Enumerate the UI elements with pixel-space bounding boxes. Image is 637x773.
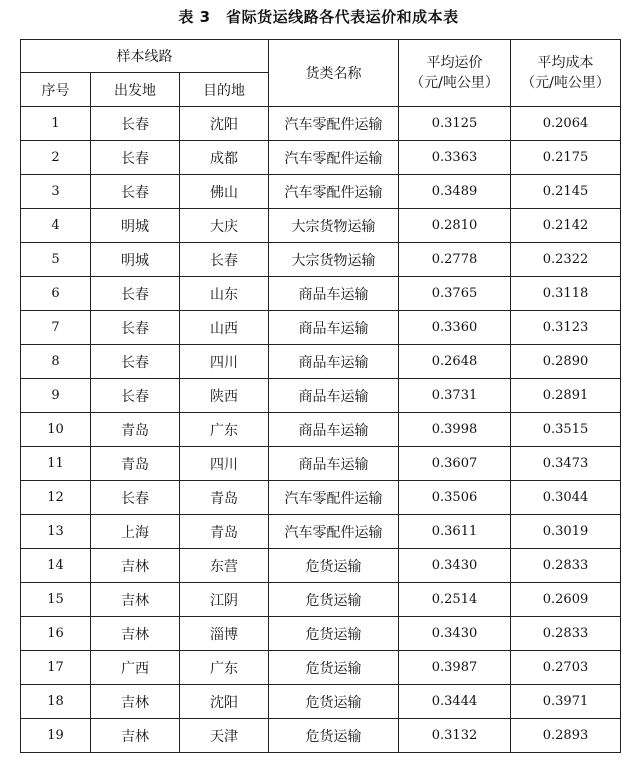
- cell-avg-cost: 0.2145: [511, 175, 621, 209]
- cell-avg-cost: 0.3118: [511, 277, 621, 311]
- table-row: [21, 583, 621, 617]
- table-row: [21, 277, 621, 311]
- table-row: [21, 413, 621, 447]
- cell-serial: 2: [21, 141, 91, 175]
- cell-avg-cost: 0.2890: [511, 345, 621, 379]
- cell-cargo-type: 危货运输: [269, 719, 399, 753]
- cell-avg-price: 0.3607: [399, 447, 511, 481]
- cell-origin: 吉林: [91, 617, 180, 651]
- cell-cargo-type: 危货运输: [269, 583, 399, 617]
- cell-cargo-type: 汽车零配件运输: [269, 107, 399, 141]
- cell-avg-cost: 0.3971: [511, 685, 621, 719]
- cell-destination: 大庆: [180, 209, 269, 243]
- table-row: [21, 345, 621, 379]
- table-row: [21, 209, 621, 243]
- header-avg-cost: [511, 40, 621, 107]
- cell-cargo-type: 汽车零配件运输: [269, 515, 399, 549]
- cell-serial: 14: [21, 549, 91, 583]
- cell-avg-price: 0.3430: [399, 617, 511, 651]
- table-row: [21, 651, 621, 685]
- cell-origin: 长春: [91, 345, 180, 379]
- cell-avg-price: 0.3489: [399, 175, 511, 209]
- cell-avg-cost: 0.3019: [511, 515, 621, 549]
- header-row-top: [21, 40, 621, 73]
- cell-avg-price: 0.3987: [399, 651, 511, 685]
- table-row: [21, 107, 621, 141]
- cell-destination: 长春: [180, 243, 269, 277]
- cell-cargo-type: 汽车零配件运输: [269, 141, 399, 175]
- cell-avg-cost: 0.3044: [511, 481, 621, 515]
- cell-serial: 1: [21, 107, 91, 141]
- cell-avg-price: 0.3125: [399, 107, 511, 141]
- cell-avg-cost: 0.3515: [511, 413, 621, 447]
- cell-destination: 四川: [180, 447, 269, 481]
- table-row: [21, 379, 621, 413]
- cell-serial: 16: [21, 617, 91, 651]
- table-title: 表 3 省际货运线路各代表运价和成本表: [178, 8, 459, 26]
- cell-destination: 青岛: [180, 515, 269, 549]
- header-sample-route: 样本线路: [21, 40, 269, 73]
- cell-origin: 广西: [91, 651, 180, 685]
- cell-cargo-type: 大宗货物运输: [269, 243, 399, 277]
- cell-cargo-type: 商品车运输: [269, 311, 399, 345]
- cell-serial: 11: [21, 447, 91, 481]
- cell-origin: 吉林: [91, 549, 180, 583]
- cell-destination: 沈阳: [180, 107, 269, 141]
- table-row: [21, 481, 621, 515]
- cell-avg-price: 0.3132: [399, 719, 511, 753]
- header-destination: 目的地: [180, 73, 269, 107]
- cell-avg-cost: 0.2833: [511, 617, 621, 651]
- cell-avg-cost: 0.2833: [511, 549, 621, 583]
- cell-destination: 沈阳: [180, 685, 269, 719]
- header-avg-cost-unit: （元/吨公里）: [521, 75, 610, 91]
- cell-avg-cost: 0.2891: [511, 379, 621, 413]
- cell-origin: 明城: [91, 209, 180, 243]
- cell-origin: 上海: [91, 515, 180, 549]
- header-serial: 序号: [21, 73, 91, 107]
- cell-avg-price: 0.2778: [399, 243, 511, 277]
- table-row: [21, 549, 621, 583]
- cell-cargo-type: 汽车零配件运输: [269, 175, 399, 209]
- cell-avg-price: 0.3444: [399, 685, 511, 719]
- table-row: [21, 719, 621, 753]
- cell-cargo-type: 危货运输: [269, 651, 399, 685]
- cell-avg-cost: 0.2322: [511, 243, 621, 277]
- cell-destination: 四川: [180, 345, 269, 379]
- header-avg-price-unit: （元/吨公里）: [410, 75, 499, 91]
- cell-avg-cost: 0.2609: [511, 583, 621, 617]
- table-row: [21, 243, 621, 277]
- header-avg-cost-title: 平均成本: [537, 55, 594, 71]
- cell-serial: 13: [21, 515, 91, 549]
- cell-destination: 山西: [180, 311, 269, 345]
- cell-destination: 江阴: [180, 583, 269, 617]
- cell-destination: 淄博: [180, 617, 269, 651]
- cell-avg-price: 0.3765: [399, 277, 511, 311]
- cell-destination: 陕西: [180, 379, 269, 413]
- cell-avg-price: 0.3611: [399, 515, 511, 549]
- cell-avg-price: 0.3430: [399, 549, 511, 583]
- cell-cargo-type: 商品车运输: [269, 413, 399, 447]
- header-avg-price: [399, 40, 511, 107]
- cell-origin: 长春: [91, 311, 180, 345]
- table-row: [21, 175, 621, 209]
- cell-serial: 8: [21, 345, 91, 379]
- cell-avg-price: 0.3731: [399, 379, 511, 413]
- cell-avg-cost: 0.2064: [511, 107, 621, 141]
- cell-cargo-type: 商品车运输: [269, 277, 399, 311]
- cell-serial: 4: [21, 209, 91, 243]
- cell-avg-price: 0.2514: [399, 583, 511, 617]
- cell-serial: 5: [21, 243, 91, 277]
- table-row: [21, 685, 621, 719]
- cell-origin: 吉林: [91, 685, 180, 719]
- freight-rate-table: [20, 39, 621, 753]
- cell-avg-price: 0.3363: [399, 141, 511, 175]
- cell-serial: 12: [21, 481, 91, 515]
- cell-avg-price: 0.2810: [399, 209, 511, 243]
- cell-origin: 长春: [91, 379, 180, 413]
- cell-avg-cost: 0.3473: [511, 447, 621, 481]
- cell-origin: 明城: [91, 243, 180, 277]
- cell-origin: 长春: [91, 107, 180, 141]
- cell-serial: 18: [21, 685, 91, 719]
- cell-destination: 广东: [180, 651, 269, 685]
- header-origin: 出发地: [91, 73, 180, 107]
- cell-serial: 7: [21, 311, 91, 345]
- cell-origin: 青岛: [91, 413, 180, 447]
- cell-destination: 成都: [180, 141, 269, 175]
- cell-cargo-type: 危货运输: [269, 685, 399, 719]
- table-body: [21, 107, 621, 753]
- cell-avg-price: 0.3506: [399, 481, 511, 515]
- table-row: [21, 515, 621, 549]
- cell-destination: 山东: [180, 277, 269, 311]
- cell-serial: 10: [21, 413, 91, 447]
- cell-cargo-type: 汽车零配件运输: [269, 481, 399, 515]
- cell-serial: 9: [21, 379, 91, 413]
- cell-avg-cost: 0.2175: [511, 141, 621, 175]
- cell-cargo-type: 商品车运输: [269, 345, 399, 379]
- cell-cargo-type: 危货运输: [269, 617, 399, 651]
- cell-avg-cost: 0.2893: [511, 719, 621, 753]
- cell-origin: 长春: [91, 141, 180, 175]
- header-cargo-type: 货类名称: [269, 40, 399, 107]
- cell-serial: 6: [21, 277, 91, 311]
- table-row: [21, 447, 621, 481]
- cell-destination: 广东: [180, 413, 269, 447]
- cell-origin: 吉林: [91, 719, 180, 753]
- cell-cargo-type: 商品车运输: [269, 379, 399, 413]
- cell-serial: 3: [21, 175, 91, 209]
- cell-origin: 长春: [91, 481, 180, 515]
- cell-avg-price: 0.3360: [399, 311, 511, 345]
- cell-avg-cost: 0.2142: [511, 209, 621, 243]
- cell-destination: 天津: [180, 719, 269, 753]
- table-row: [21, 311, 621, 345]
- cell-cargo-type: 商品车运输: [269, 447, 399, 481]
- cell-serial: 15: [21, 583, 91, 617]
- cell-origin: 吉林: [91, 583, 180, 617]
- cell-destination: 东营: [180, 549, 269, 583]
- cell-cargo-type: 危货运输: [269, 549, 399, 583]
- table-row: [21, 141, 621, 175]
- cell-destination: 佛山: [180, 175, 269, 209]
- header-avg-price-title: 平均运价: [426, 55, 483, 71]
- cell-avg-cost: 0.3123: [511, 311, 621, 345]
- cell-serial: 17: [21, 651, 91, 685]
- cell-destination: 青岛: [180, 481, 269, 515]
- cell-avg-price: 0.2648: [399, 345, 511, 379]
- cell-origin: 长春: [91, 175, 180, 209]
- table-row: [21, 617, 621, 651]
- cell-origin: 青岛: [91, 447, 180, 481]
- cell-origin: 长春: [91, 277, 180, 311]
- cell-serial: 19: [21, 719, 91, 753]
- cell-avg-price: 0.3998: [399, 413, 511, 447]
- cell-cargo-type: 大宗货物运输: [269, 209, 399, 243]
- cell-avg-cost: 0.2703: [511, 651, 621, 685]
